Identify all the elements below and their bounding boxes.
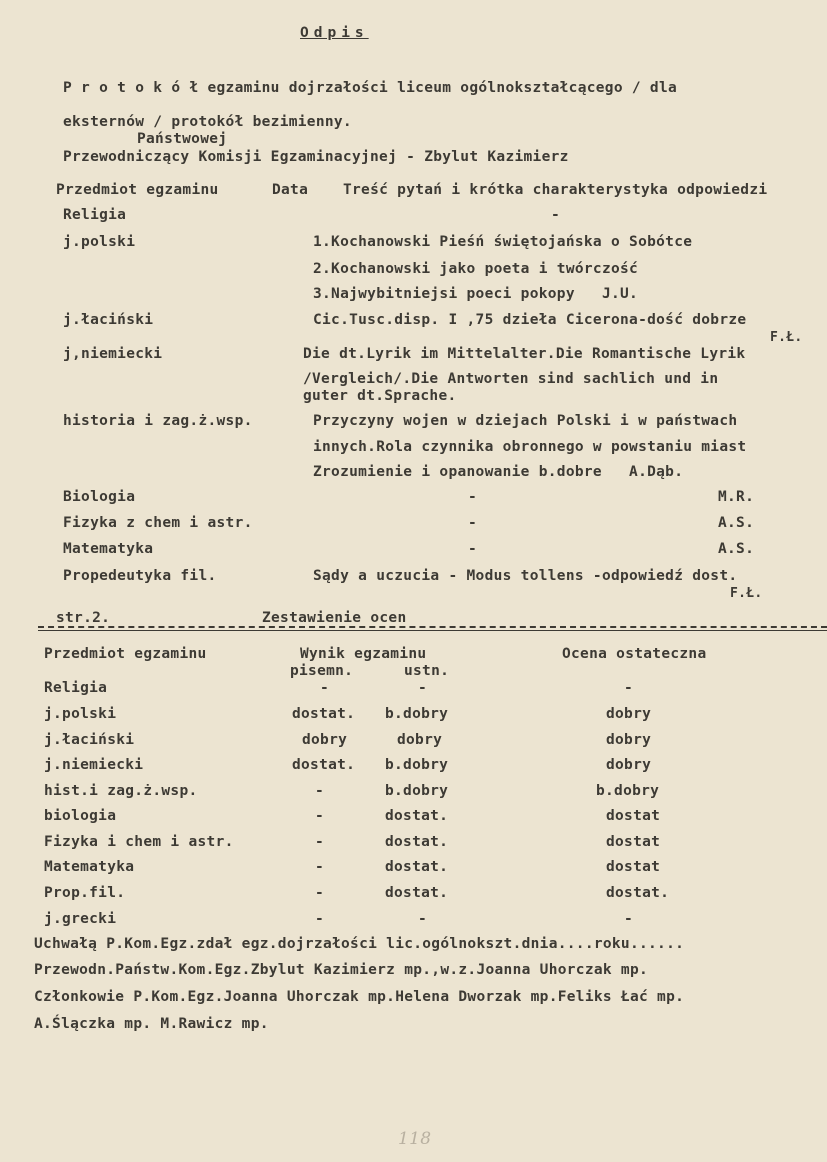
summary-written: dostat. bbox=[292, 757, 356, 773]
summary-written: - bbox=[315, 859, 325, 875]
summary-written: - bbox=[315, 885, 325, 901]
exam-content-niemiecki-3: guter dt.Sprache. bbox=[303, 388, 457, 404]
summary-subject: Prop.fil. bbox=[44, 885, 126, 901]
document-title: Odpis bbox=[300, 25, 369, 41]
summary-subject: Fizyka i chem i astr. bbox=[44, 834, 234, 850]
summary-oral: - bbox=[418, 680, 428, 696]
summary-oral: dostat. bbox=[385, 885, 449, 901]
summary-oral: dostat. bbox=[385, 859, 449, 875]
resolution-line: Uchwałą P.Kom.Egz.zdał egz.dojrzałości lic.ogólnokszt.dnia....roku...... bbox=[34, 936, 685, 952]
exam-content-propedeutyka: Sądy a uczucia - Modus tollens -odpowiedź dost. bbox=[313, 568, 738, 584]
summary-subject: j.grecki bbox=[44, 911, 117, 927]
summary-oral: b.dobry bbox=[385, 757, 449, 773]
summary-subject: Matematyka bbox=[44, 859, 135, 875]
summary-oral: dobry bbox=[397, 732, 443, 748]
exam-content-religia: - bbox=[551, 207, 561, 223]
summary-oral: dostat. bbox=[385, 808, 449, 824]
chairman-signature-line: Przewodn.Państw.Kom.Egz.Zbylut Kazimierz mp.,w.z.Joanna Uhorczak mp. bbox=[34, 962, 649, 978]
exam-initials-fizyka: A.S. bbox=[718, 515, 755, 531]
summary-final: - bbox=[624, 680, 634, 696]
col-header-content: Treść pytań i krótka charakterystyka odpowiedzi bbox=[343, 182, 768, 198]
protocol-line-1: P r o t o k ó ł egzaminu dojrzałości liceum ogólnokształcącego / dla bbox=[63, 80, 678, 96]
exam-content-historia-2: innych.Rola czynnika obronnego w powstaniu miast bbox=[313, 439, 747, 455]
summary-final: dostat. bbox=[606, 885, 670, 901]
summary-oral: b.dobry bbox=[385, 783, 449, 799]
summary-written: dobry bbox=[302, 732, 348, 748]
summary-final: dostat bbox=[606, 808, 661, 824]
exam-subject-religia: Religia bbox=[63, 207, 127, 223]
exam-content-niemiecki-2: /Vergleich/.Die Antworten sind sachlich und in bbox=[303, 371, 719, 387]
summary-title: Zestawienie ocen bbox=[262, 610, 407, 626]
summary-final: b.dobry bbox=[596, 783, 660, 799]
summary-final: - bbox=[624, 911, 634, 927]
summary-header-final: Ocena ostateczna bbox=[562, 646, 707, 662]
summary-subject: hist.i zag.ż.wsp. bbox=[44, 783, 198, 799]
summary-header-written: pisemn. bbox=[290, 663, 354, 679]
exam-dash-matematyka: - bbox=[468, 541, 478, 557]
exam-initials-matematyka: A.S. bbox=[718, 541, 755, 557]
summary-oral: b.dobry bbox=[385, 706, 449, 722]
protocol-line-2: eksternów / protokół bezimienny. bbox=[63, 114, 352, 130]
summary-header-result: Wynik egzaminu bbox=[300, 646, 427, 662]
exam-subject-matematyka: Matematyka bbox=[63, 541, 154, 557]
exam-content-historia-1: Przyczyny wojen w dziejach Polski i w państwach bbox=[313, 413, 738, 429]
exam-subject-fizyka: Fizyka z chem i astr. bbox=[63, 515, 253, 531]
summary-final: dostat bbox=[606, 859, 661, 875]
summary-written: - bbox=[315, 911, 325, 927]
exam-subject-propedeutyka: Propedeutyka fil. bbox=[63, 568, 217, 584]
exam-dash-biologia: - bbox=[468, 489, 478, 505]
summary-header-subject: Przedmiot egzaminu bbox=[44, 646, 207, 662]
inserted-word: Państwowej bbox=[137, 131, 228, 147]
summary-final: dostat bbox=[606, 834, 661, 850]
exam-content-lacinski: Cic.Tusc.disp. I ,75 dzieła Cicerona-dość dobrze bbox=[313, 312, 747, 328]
summary-final: dobry bbox=[606, 757, 652, 773]
page-number: 118 bbox=[398, 1129, 432, 1149]
section-divider bbox=[38, 626, 827, 628]
summary-written: - bbox=[315, 834, 325, 850]
exam-content-polski-3: 3.Najwybitniejsi poeci pokopy J.U. bbox=[313, 286, 639, 302]
exam-content-niemiecki-1: Die dt.Lyrik im Mittelalter.Die Romantische Lyrik bbox=[303, 346, 746, 362]
summary-subject: biologia bbox=[44, 808, 117, 824]
summary-written: - bbox=[315, 808, 325, 824]
exam-subject-niemiecki: j,niemiecki bbox=[63, 346, 163, 362]
exam-content-polski-1: 1.Kochanowski Pieśń świętojańska o Sobótce bbox=[313, 234, 693, 250]
exam-initials-lacinski: F.Ł. bbox=[770, 330, 803, 345]
summary-subject: j.łaciński bbox=[44, 732, 135, 748]
summary-subject: j.polski bbox=[44, 706, 117, 722]
section-divider-underline bbox=[38, 630, 827, 631]
exam-dash-fizyka: - bbox=[468, 515, 478, 531]
members-line-2: A.Ślączka mp. M.Rawicz mp. bbox=[34, 1016, 269, 1032]
exam-content-historia-3: Zrozumienie i opanowanie b.dobre A.Dąb. bbox=[313, 464, 684, 480]
exam-initials-propedeutyka: F.Ł. bbox=[730, 586, 763, 601]
summary-final: dobry bbox=[606, 732, 652, 748]
summary-written: - bbox=[315, 783, 325, 799]
members-line: Członkowie P.Kom.Egz.Joanna Uhorczak mp.Helena Dworzak mp.Feliks Łać mp. bbox=[34, 989, 685, 1005]
summary-written: dostat. bbox=[292, 706, 356, 722]
summary-header-oral: ustn. bbox=[404, 663, 450, 679]
summary-oral: - bbox=[418, 911, 428, 927]
exam-subject-lacinski: j.łaciński bbox=[63, 312, 154, 328]
col-header-subject: Przedmiot egzaminu bbox=[56, 182, 219, 198]
exam-subject-biologia: Biologia bbox=[63, 489, 136, 505]
exam-initials-biologia: M.R. bbox=[718, 489, 755, 505]
summary-subject: Religia bbox=[44, 680, 108, 696]
exam-subject-historia: historia i zag.ż.wsp. bbox=[63, 413, 253, 429]
summary-final: dobry bbox=[606, 706, 652, 722]
col-header-date: Data bbox=[272, 182, 309, 198]
summary-written: - bbox=[320, 680, 330, 696]
exam-subject-polski: j.polski bbox=[63, 234, 136, 250]
exam-content-polski-2: 2.Kochanowski jako poeta i twórczość bbox=[313, 261, 639, 277]
summary-subject: j.niemiecki bbox=[44, 757, 144, 773]
summary-oral: dostat. bbox=[385, 834, 449, 850]
chairman-line: Przewodniczący Komisji Egzaminacyjnej - Zbylut Kazimierz bbox=[63, 149, 569, 165]
page-label: str.2. bbox=[56, 610, 111, 626]
